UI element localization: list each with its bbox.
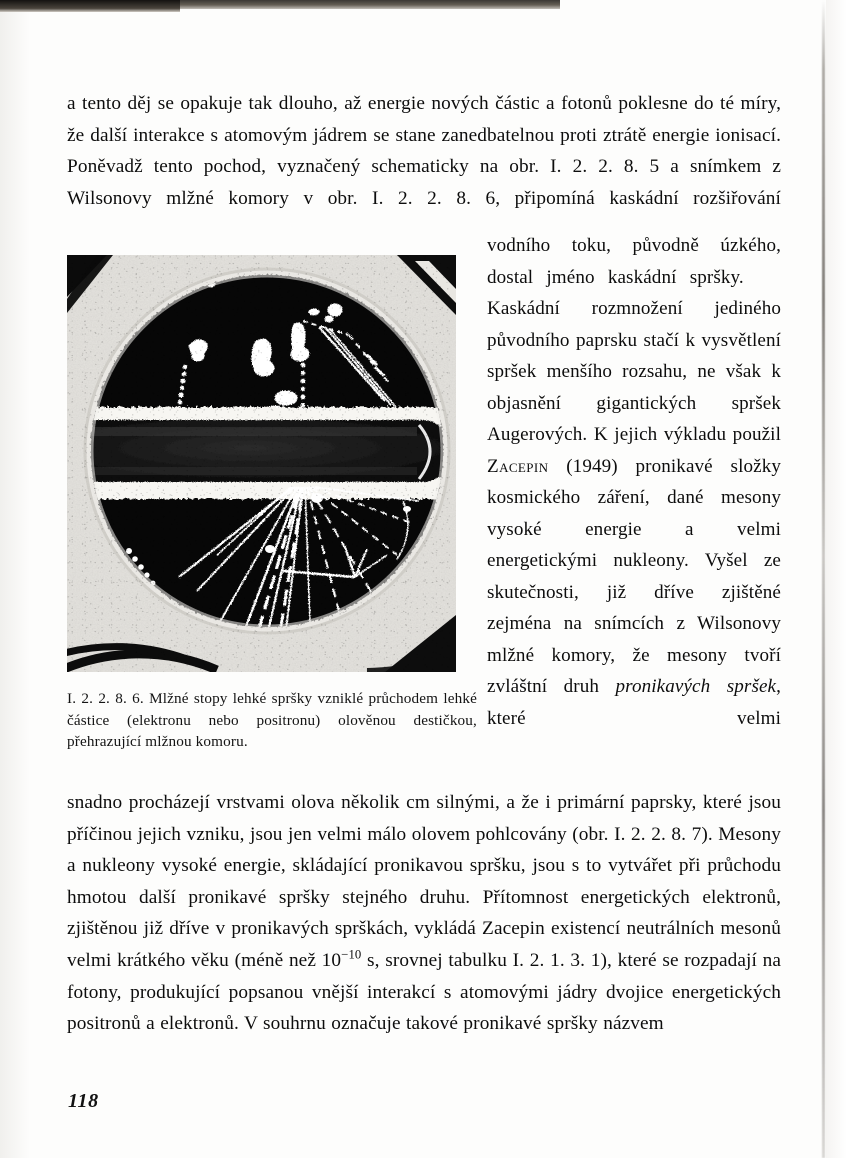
figure-number: I. 2. 2. 8. 6. bbox=[67, 690, 144, 707]
page-number: 118 bbox=[68, 1090, 99, 1112]
scan-right-shading bbox=[826, 0, 847, 1158]
paragraph-right-column bbox=[487, 230, 781, 734]
scan-top-corner-artifact bbox=[0, 0, 180, 12]
paragraph-top: a tento děj se opakuje tak dlouho, až energie nových částic a fotonů poklesne do té míry, že další interakce s atomovým jádrem se stane zanedbatelnou proti ztrátě energie ionisací. Poněvadž tento pochod, vyznačený schematicky na obr. I. 2. 2. 8. 5 a snímkem z Wilsonovy mlžné komory v obr. I. 2. 2. 8. 6, připomíná kaskádní rozšiřování bbox=[67, 93, 781, 209]
emphasis-pronikavych-sprsek: pronikavých spršek bbox=[615, 676, 777, 697]
figure-caption-text: Mlžné stopy lehké spršky vzniklé průchodem lehké částice (elektronu nebo positronu) olověnou destičkou, přehrazující mlžnou komoru. bbox=[67, 690, 477, 751]
bottom-text-a: snadno procházejí vrstvami olova několik cm silnými, a že i primární paprsky, které jsou příčinou jejich vzniku, jsou jen velmi málo olovem pohlcovány (obr. I. 2. 2. 8. 7). Mesony a nukleony vysoké energie, skládající pronikavou spršku, jsou s to vytvářet při průchodu hmotou další pronikavé spršky stejného druhu. Přítomnost energetických elektronů, zjištěnou již dříve v pronikavých sprškách, vykládá Zacepin existencí neutrálních mesonů velmi krátkého věku (méně než 10 bbox=[67, 792, 781, 971]
exponent-value: −10 bbox=[341, 947, 362, 962]
right-col-text-2b: (1949) pronikavé složky kosmického záření, dané mesony vysoké energie a velmi energetickými nukleony. Vyšel ze skutečnosti, již dříve zjištěné zejména na snímcích z Wilsonovy mlžné komory, že mesony tvoří zvláštní druh bbox=[487, 455, 781, 697]
scan-right-binding-line bbox=[822, 0, 825, 1158]
figure-caption bbox=[67, 688, 477, 753]
author-name-zacepin: Zacepin bbox=[487, 455, 549, 477]
bottom-text-b: s, srovnej tabulku I. 2. 1. 3. 1), které se rozpadají na fotony, produkující popsanou vnější interakcí s atomovými jádry dvojice energetických positronů a elektronů. V souhrnu označuje takové pronikavé spršky názvem bbox=[67, 949, 781, 1035]
right-col-text-2a: Kaskádní rozmnožení jediného původního paprsku stačí k vysvětlení spršek menšího rozsahu, ne však k objasnění gigantických spršek Augerových. K jejich výkladu použil bbox=[487, 298, 781, 445]
paragraph-bottom bbox=[67, 787, 781, 1040]
scan-left-shading bbox=[0, 0, 30, 1158]
cloud-chamber-photograph bbox=[67, 255, 456, 672]
right-col-text-1: vodního toku, původně úzkého, dostal jméno kaskádní spršky. bbox=[487, 235, 781, 288]
right-col-text-2c: , které velmi bbox=[487, 676, 781, 729]
